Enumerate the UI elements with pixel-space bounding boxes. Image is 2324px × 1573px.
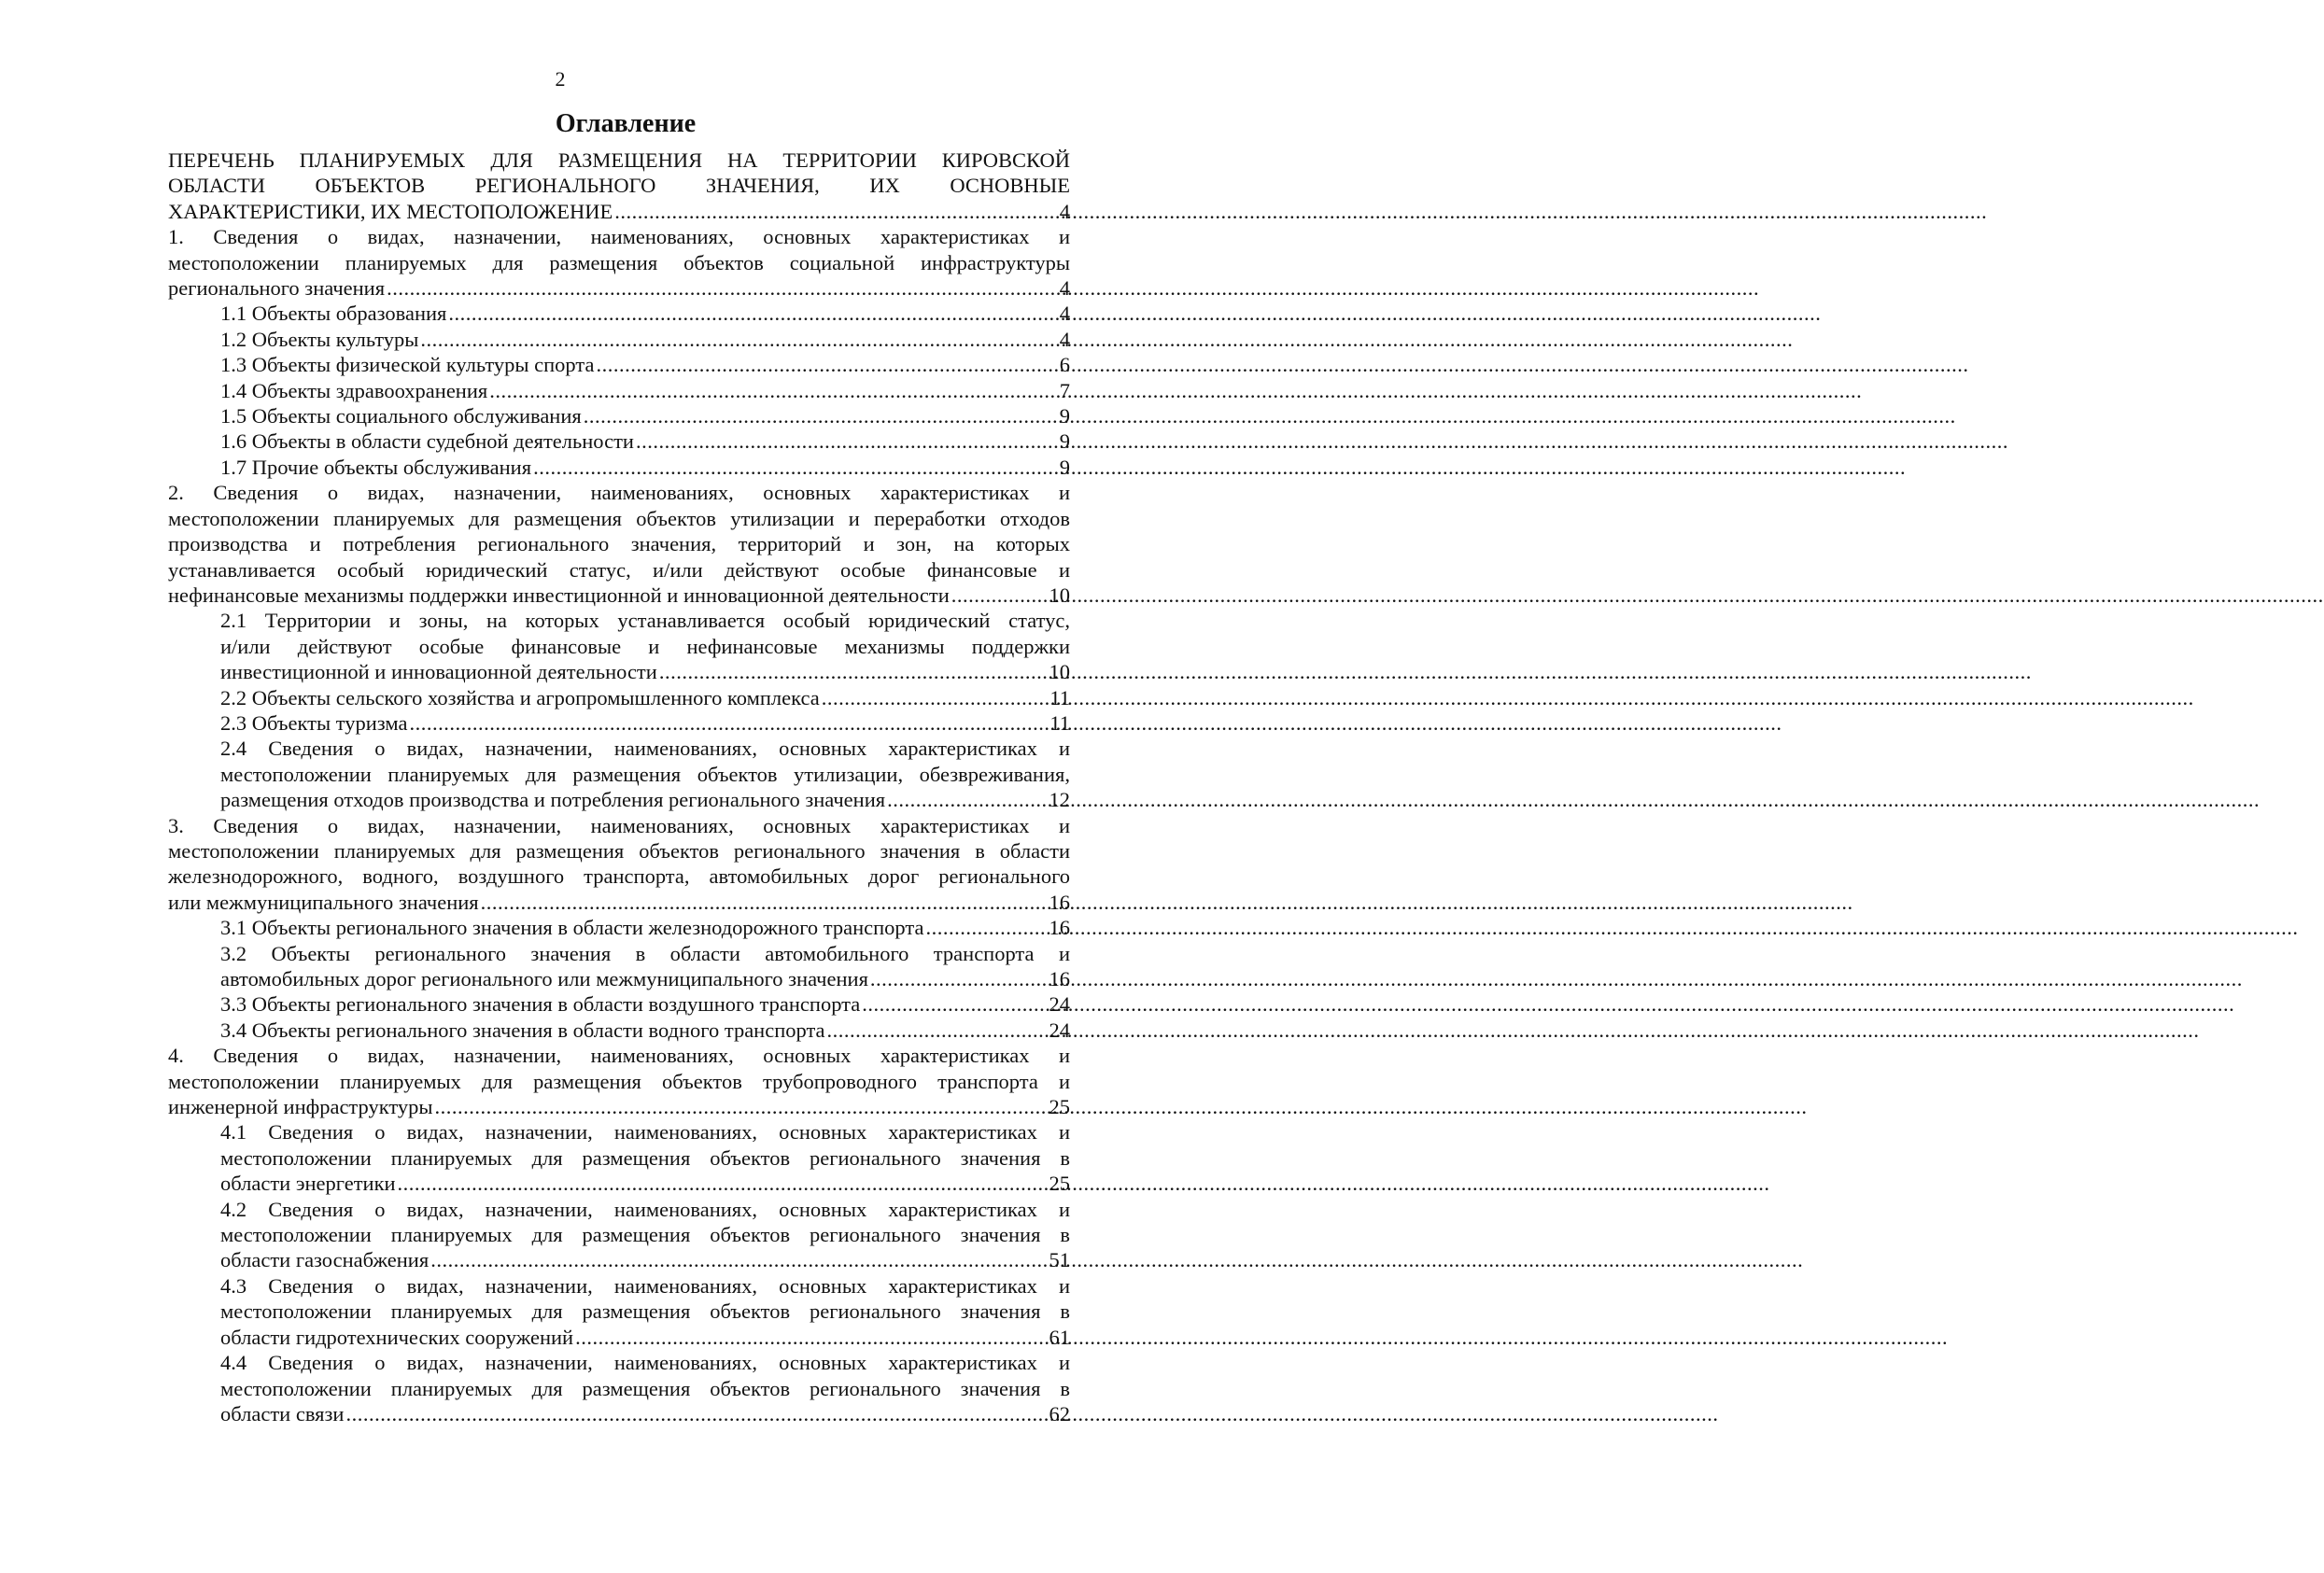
toc-page-number: 10 xyxy=(1049,660,1070,684)
dot-leader xyxy=(584,403,1058,428)
toc-title: Оглавление xyxy=(555,109,697,138)
dot-leader xyxy=(430,1247,1047,1272)
toc-entry-last-line xyxy=(220,1401,1070,1426)
toc-page-number: 6 xyxy=(1059,353,1070,377)
dot-leader xyxy=(951,583,1048,608)
table-of-contents xyxy=(168,147,1070,1426)
toc-entry[interactable] xyxy=(220,428,1070,454)
toc-entry-line: 4.2 Сведения о видах, назначении, наименованиях, основных характеристиках и xyxy=(220,1197,1070,1221)
toc-entry-text: инвестиционной и инновационной деятельности xyxy=(220,660,657,684)
toc-page-number: 4 xyxy=(1059,302,1070,326)
toc-entry-text: или межмуниципального значения xyxy=(168,890,479,914)
toc-page-number: 10 xyxy=(1049,583,1070,607)
toc-entry-text: 1.1 Объекты образования xyxy=(220,302,447,326)
toc-entry-text: 2.3 Объекты туризма xyxy=(220,710,408,735)
dot-leader xyxy=(925,915,1047,940)
toc-entry-line: местоположении планируемых для размещения объектов социальной инфраструктуры xyxy=(168,250,1070,274)
toc-entry-line: железнодорожного, водного, воздушного транспорта, автомобильных дорог регионального xyxy=(168,864,1070,889)
toc-entry-text: 1.5 Объекты социального обслуживания xyxy=(220,404,582,428)
toc-entry-last-line xyxy=(220,1018,1070,1043)
toc-entry-text: области гидротехнических сооружений xyxy=(220,1325,574,1349)
toc-entry[interactable] xyxy=(220,455,1070,480)
toc-entry-line: ОБЛАСТИ ОБЪЕКТОВ РЕГИОНАЛЬНОГО ЗНАЧЕНИЯ, ИХ ОСНОВНЫЕ xyxy=(168,174,1070,198)
toc-page-number: 16 xyxy=(1049,967,1070,990)
dot-leader xyxy=(575,1325,1047,1350)
toc-entry-text: нефинансовые механизмы поддержки инвестиционной и инновационной деятельности xyxy=(168,583,950,607)
toc-page-number: 11 xyxy=(1049,710,1070,735)
dot-leader xyxy=(345,1401,1047,1426)
toc-entry-last-line xyxy=(220,991,1070,1017)
toc-entry-line: 2.1 Территории и зоны, на которых устанавливается особый юридический статус, xyxy=(220,609,1070,633)
toc-page-number: 25 xyxy=(1049,1172,1070,1196)
toc-entry-line: 4. Сведения о видах, назначении, наименованиях, основных характеристиках и xyxy=(168,1044,1070,1068)
dot-leader xyxy=(862,991,1047,1017)
toc-entry-line: местоположении планируемых для размещения объектов регионального значения в xyxy=(220,1376,1070,1400)
toc-entry-last-line xyxy=(220,378,1070,403)
toc-page-number: 25 xyxy=(1049,1095,1070,1119)
dot-leader xyxy=(448,301,1057,326)
toc-entry-last-line xyxy=(220,787,1070,812)
dot-leader xyxy=(659,659,1048,684)
toc-entry-line: 1. Сведения о видах, назначении, наименованиях, основных характеристиках и xyxy=(168,225,1070,249)
toc-entry-text: 1.2 Объекты культуры xyxy=(220,327,419,351)
toc-entry[interactable] xyxy=(168,224,1070,301)
toc-entry[interactable] xyxy=(220,403,1070,428)
toc-entry-line: местоположении планируемых для размещения объектов утилизации и переработки отходов xyxy=(168,506,1070,530)
toc-entry-line: устанавливается особый юридический статус, и/или действуют особые финансовые и xyxy=(168,557,1070,582)
toc-entry-line: 4.1 Сведения о видах, назначении, наименованиях, основных характеристиках и xyxy=(220,1120,1070,1145)
toc-page-number: 61 xyxy=(1049,1325,1070,1349)
toc-entry[interactable] xyxy=(220,1273,1070,1350)
toc-entry-last-line xyxy=(168,1094,1070,1119)
toc-entry[interactable] xyxy=(220,1119,1070,1196)
toc-entry[interactable] xyxy=(168,147,1070,224)
toc-entry-last-line xyxy=(220,455,1070,480)
toc-entry-line: производства и потребления регионального значения, территорий и зон, на которых xyxy=(168,532,1070,556)
dot-leader xyxy=(827,1018,1048,1043)
toc-entry-last-line xyxy=(220,352,1070,377)
dot-leader xyxy=(435,1094,1048,1119)
toc-page-number: 24 xyxy=(1049,992,1070,1017)
toc-entry[interactable] xyxy=(220,378,1070,403)
toc-page-number: 4 xyxy=(1059,327,1070,351)
toc-entry-line: ПЕРЕЧЕНЬ ПЛАНИРУЕМЫХ ДЛЯ РАЗМЕЩЕНИЯ НА ТЕРРИТОРИИ КИРОВСКОЙ xyxy=(168,148,1070,172)
toc-entry-line: 4.3 Сведения о видах, назначении, наименованиях, основных характеристиках и xyxy=(220,1273,1070,1298)
toc-entry[interactable] xyxy=(220,1350,1070,1426)
toc-page-number: 11 xyxy=(1049,685,1070,709)
toc-entry-text: 1.4 Объекты здравоохранения xyxy=(220,378,488,402)
toc-entry-last-line xyxy=(220,710,1070,736)
toc-entry-last-line xyxy=(220,327,1070,352)
toc-entry-text: размещения отходов производства и потребления регионального значения xyxy=(220,788,886,812)
toc-entry-last-line xyxy=(220,1247,1070,1272)
toc-entry[interactable] xyxy=(220,608,1070,684)
toc-page-number: 9 xyxy=(1059,404,1070,428)
toc-entry-line: местоположении планируемых для размещения объектов трубопроводного транспорта и xyxy=(168,1069,1070,1093)
toc-entry-last-line xyxy=(220,915,1070,940)
toc-entry[interactable] xyxy=(220,941,1070,992)
toc-entry-last-line xyxy=(168,275,1070,301)
toc-page-number: 12 xyxy=(1049,788,1070,812)
dot-leader xyxy=(387,275,1058,301)
dot-leader xyxy=(398,1171,1048,1196)
toc-entry-text: ХАРАКТЕРИСТИКИ, ИХ МЕСТОПОЛОЖЕНИЕ xyxy=(168,199,613,223)
toc-page-number: 16 xyxy=(1049,916,1070,940)
toc-entry[interactable] xyxy=(168,813,1070,916)
dot-leader xyxy=(409,710,1048,736)
toc-entry-text: области энергетики xyxy=(220,1172,396,1196)
dot-leader xyxy=(481,890,1048,915)
toc-entry-line: местоположении планируемых для размещения объектов регионального значения в xyxy=(220,1223,1070,1247)
dot-leader xyxy=(533,455,1058,480)
toc-entry-line: 3.2 Объекты регионального значения в области автомобильного транспорта и xyxy=(220,941,1070,965)
toc-entry[interactable] xyxy=(220,685,1070,710)
toc-entry-line: местоположении планируемых для размещения объектов регионального значения в xyxy=(220,1299,1070,1324)
toc-entry-last-line xyxy=(168,890,1070,915)
toc-entry-line: местоположении планируемых для размещения объектов регионального значения в области xyxy=(168,838,1070,863)
toc-entry-last-line xyxy=(220,966,1070,991)
toc-entry-last-line xyxy=(168,583,1070,608)
dot-leader xyxy=(822,685,1049,710)
toc-entry-text: области связи xyxy=(220,1401,345,1426)
toc-page-number: 16 xyxy=(1049,890,1070,914)
toc-entry-text: 1.3 Объекты физической культуры спорта xyxy=(220,353,595,377)
toc-entry[interactable] xyxy=(220,710,1070,736)
page-number: 2 xyxy=(555,67,566,91)
toc-entry-line: 2. Сведения о видах, назначении, наименованиях, основных характеристиках и xyxy=(168,481,1070,505)
toc-entry-line: 4.4 Сведения о видах, назначении, наименованиях, основных характеристиках и xyxy=(220,1351,1070,1375)
toc-entry-last-line xyxy=(220,301,1070,326)
toc-entry[interactable] xyxy=(220,991,1070,1017)
toc-entry[interactable] xyxy=(220,915,1070,940)
toc-page-number: 62 xyxy=(1049,1401,1070,1426)
toc-entry-text: 1.6 Объекты в области судебной деятельности xyxy=(220,429,634,454)
toc-entry-text: 1.7 Прочие объекты обслуживания xyxy=(220,455,532,479)
toc-page-number: 7 xyxy=(1059,378,1070,402)
toc-entry-line: местоположении планируемых для размещения объектов утилизации, обезвреживания, xyxy=(220,762,1070,786)
toc-entry-line: и/или действуют особые финансовые и нефинансовые механизмы поддержки xyxy=(220,634,1070,658)
document-page xyxy=(0,0,1120,1573)
toc-entry-text: 3.3 Объекты регионального значения в области воздушного транспорта xyxy=(220,992,861,1017)
toc-entry-last-line xyxy=(220,685,1070,710)
toc-entry-last-line xyxy=(220,1325,1070,1350)
dot-leader xyxy=(614,199,1058,224)
toc-entry-text: 3.1 Объекты регионального значения в области железнодорожного транспорта xyxy=(220,916,924,940)
toc-entry-last-line xyxy=(220,403,1070,428)
toc-page-number: 4 xyxy=(1059,276,1070,301)
toc-entry-last-line xyxy=(168,199,1070,224)
toc-entry-last-line xyxy=(220,1171,1070,1196)
toc-entry[interactable] xyxy=(220,1018,1070,1043)
toc-entry[interactable] xyxy=(168,480,1070,608)
toc-page-number: 24 xyxy=(1049,1018,1070,1042)
toc-page-number: 9 xyxy=(1059,429,1070,454)
toc-entry-text: регионального значения xyxy=(168,276,386,301)
toc-entry-text: 3.4 Объекты регионального значения в области водного транспорта xyxy=(220,1018,825,1042)
toc-entry[interactable] xyxy=(220,327,1070,352)
toc-entry-line: 2.4 Сведения о видах, назначении, наименованиях, основных характеристиках и xyxy=(220,737,1070,761)
toc-entry-text: автомобильных дорог регионального или межмуниципального значения xyxy=(220,967,868,990)
toc-entry[interactable] xyxy=(168,1043,1070,1119)
dot-leader xyxy=(596,352,1057,377)
toc-entry-text: 2.2 Объекты сельского хозяйства и агропромышленного комплекса xyxy=(220,685,820,709)
toc-entry[interactable] xyxy=(220,352,1070,377)
toc-entry-line: 3. Сведения о видах, назначении, наименованиях, основных характеристиках и xyxy=(168,813,1070,837)
toc-entry[interactable] xyxy=(220,736,1070,812)
toc-page-number: 51 xyxy=(1049,1248,1070,1272)
dot-leader xyxy=(420,327,1057,352)
toc-entry[interactable] xyxy=(220,301,1070,326)
dot-leader xyxy=(636,428,1058,454)
toc-page-number: 4 xyxy=(1059,199,1070,223)
dot-leader xyxy=(887,787,1047,812)
toc-page-number: 9 xyxy=(1059,455,1070,479)
dot-leader xyxy=(489,378,1058,403)
toc-entry-text: инженерной инфраструктуры xyxy=(168,1095,433,1119)
toc-entry-last-line xyxy=(220,428,1070,454)
toc-entry-last-line xyxy=(220,659,1070,684)
toc-entry-text: области газоснабжения xyxy=(220,1248,430,1272)
toc-entry[interactable] xyxy=(220,1197,1070,1273)
toc-entry-line: местоположении планируемых для размещения объектов регионального значения в xyxy=(220,1145,1070,1170)
dot-leader xyxy=(870,966,1048,991)
